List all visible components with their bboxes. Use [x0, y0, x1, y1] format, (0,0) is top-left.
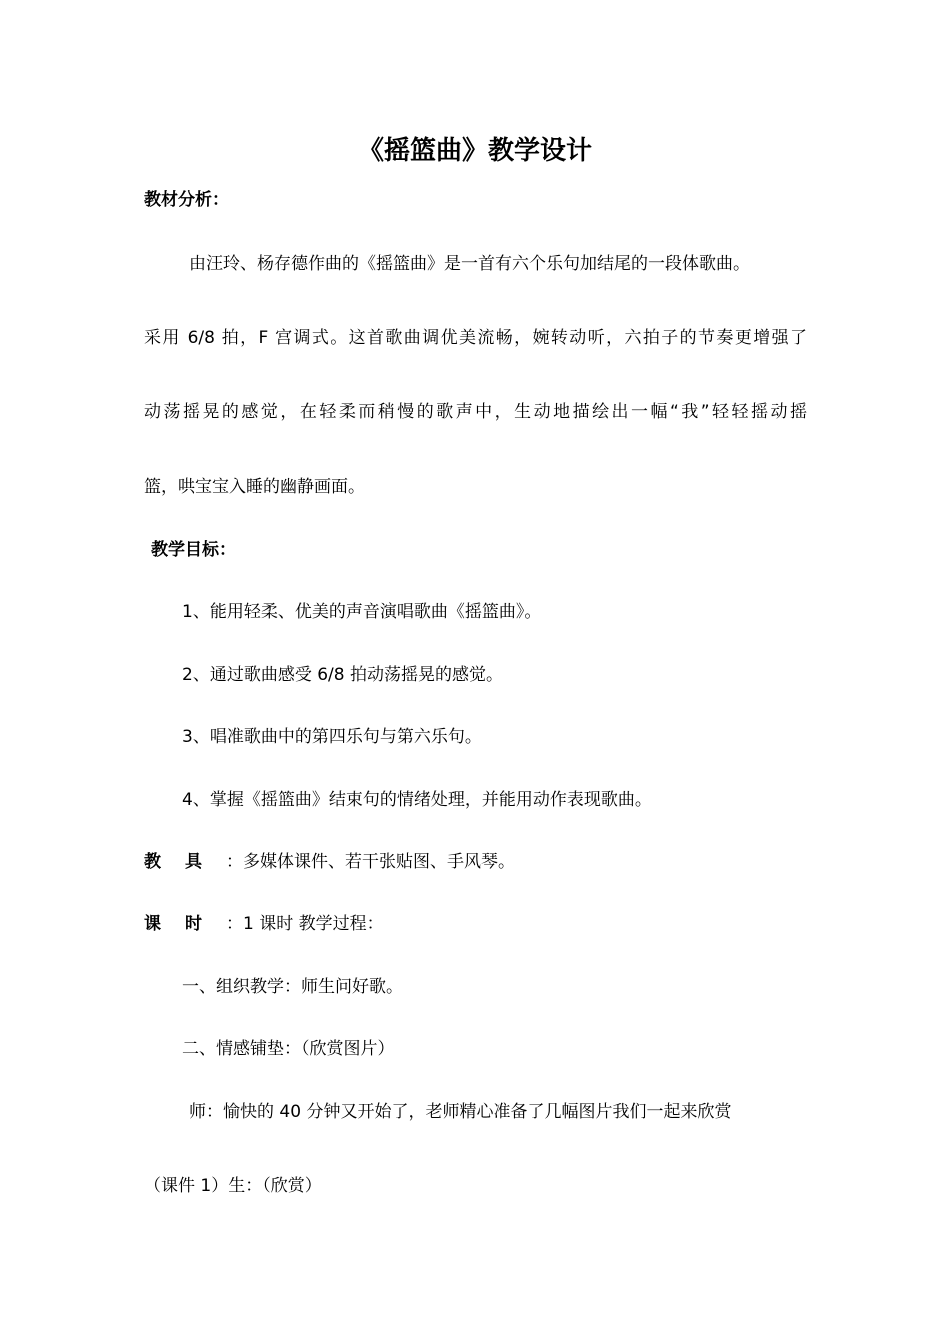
goal-item: 1、能用轻柔、优美的声音演唱歌曲《摇篮曲》。 — [182, 602, 542, 622]
analysis-line: 由汪玲、杨存德作曲的《摇篮曲》是一首有六个乐句加结尾的一段体歌曲。 — [189, 254, 750, 274]
analysis-line: 采用 6/8 拍，F 宫调式。这首歌曲调优美流畅，婉转动听，六拍子的节奏更增强了 — [144, 328, 807, 348]
document-title: 《摇篮曲》教学设计 — [357, 136, 592, 166]
time-text: ：1 课时 教学过程： — [226, 914, 384, 934]
process-step: 二、情感铺垫：（欣赏图片） — [182, 1039, 395, 1059]
time-label: 课时 — [144, 914, 226, 934]
goals-heading: 教学目标： — [151, 540, 236, 560]
teacher-line: 师：愉快的 40 分钟又开始了，老师精心准备了几幅图片我们一起来欣赏 — [189, 1102, 732, 1122]
tools-line — [144, 850, 515, 874]
analysis-line: 动荡摇晃的感觉，在轻柔而稍慢的歌声中，生动地描绘出一幅“我”轻轻摇动摇 — [144, 402, 807, 422]
tools-text: ：多媒体课件、若干张贴图、手风琴。 — [226, 852, 515, 872]
analysis-heading: 教材分析： — [144, 190, 229, 210]
goal-item: 3、唱准歌曲中的第四乐句与第六乐句。 — [182, 727, 482, 747]
goal-item: 2、通过歌曲感受 6/8 拍动荡摇晃的感觉。 — [182, 665, 503, 685]
process-step: 一、组织教学：师生问好歌。 — [182, 977, 403, 997]
tools-label: 教具 — [144, 852, 226, 872]
teacher-line: （课件 1）生：（欣赏） — [144, 1176, 322, 1196]
time-line — [144, 912, 384, 936]
analysis-line: 篮，哄宝宝入睡的幽静画面。 — [144, 477, 365, 497]
goal-item: 4、掌握《摇篮曲》结束句的情绪处理，并能用动作表现歌曲。 — [182, 790, 652, 810]
